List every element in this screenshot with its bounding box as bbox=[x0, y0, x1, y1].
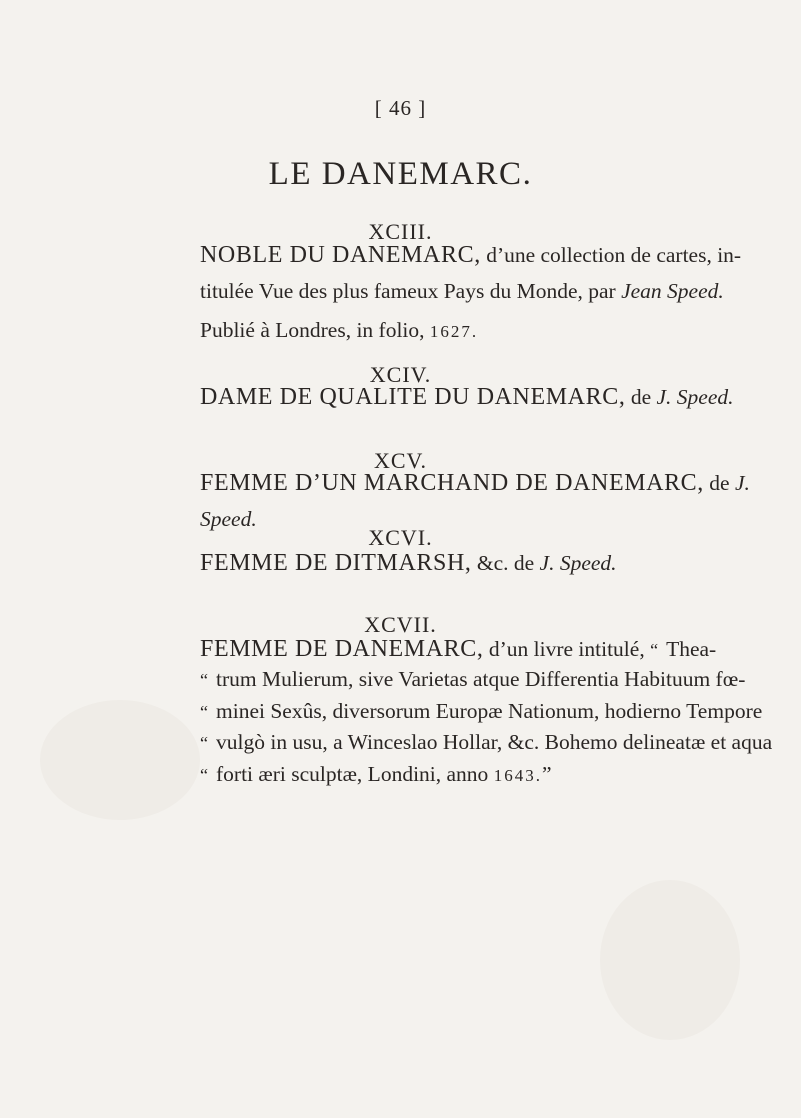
entry-text: Speed. bbox=[200, 507, 257, 531]
entry-line bbox=[200, 243, 741, 267]
entry-text: Jean Speed. bbox=[621, 279, 724, 303]
entry-line bbox=[200, 281, 724, 303]
entry-text: &c. de bbox=[471, 551, 540, 575]
entry-text: “ bbox=[200, 670, 210, 690]
entry-text: ” bbox=[541, 762, 552, 786]
entry-text: J. bbox=[734, 471, 750, 495]
entry-text: vulgò in usu, a Winceslao Hollar, &c. Bohemo delineatæ et aqua bbox=[216, 730, 773, 754]
entry-line bbox=[200, 764, 551, 786]
entry-line bbox=[200, 471, 750, 495]
entry-text: NOBLE DU DANEMARC, bbox=[200, 242, 481, 268]
entry-numeral: XCIV. bbox=[369, 362, 432, 387]
entry-text: trum Mulierum, sive Varietas atque Differentia Habituum fœ- bbox=[216, 667, 746, 691]
entry-text: J. Speed. bbox=[656, 385, 734, 409]
entry-numeral: XCIII. bbox=[368, 219, 433, 244]
entry-line bbox=[200, 701, 762, 723]
entry-text: “ bbox=[200, 733, 210, 753]
entry-line bbox=[200, 669, 745, 691]
entry-text: d’une collection de cartes, in- bbox=[480, 243, 742, 267]
paper-stain bbox=[600, 880, 740, 1040]
page-number: [ 46 ] bbox=[374, 96, 427, 120]
entry-line bbox=[200, 320, 478, 342]
paper-stain bbox=[40, 700, 200, 820]
entry-text: Thea- bbox=[666, 637, 717, 661]
entry-line bbox=[200, 385, 734, 409]
entry-text: titulée Vue des plus fameux Pays du Monde, par bbox=[200, 279, 622, 303]
entry-text: d’un livre intitulé, bbox=[483, 637, 651, 661]
entry-text: 1627. bbox=[429, 322, 479, 341]
entry-text: de bbox=[625, 385, 657, 409]
entry-text: FEMME DE DITMARSH, bbox=[200, 550, 472, 576]
entry-numeral: XCV. bbox=[373, 448, 428, 473]
entry-text: forti æri sculptæ, Londini, anno bbox=[216, 762, 494, 786]
entry-text: FEMME DE DANEMARC, bbox=[200, 636, 484, 662]
entry-line bbox=[200, 637, 716, 661]
entry-text: “ bbox=[650, 640, 661, 660]
entry-text: “ bbox=[200, 765, 210, 785]
entry-text: DAME DE QUALITE DU DANEMARC, bbox=[200, 384, 626, 410]
page-title: LE DANEMARC. bbox=[268, 156, 533, 192]
entry-text: Publié à Londres, in folio, bbox=[200, 318, 430, 342]
entry-numeral: XCVII. bbox=[364, 612, 437, 637]
entry-line bbox=[200, 551, 617, 575]
entry-text: “ bbox=[200, 702, 210, 722]
entry-text: minei Sexûs, diversorum Europæ Nationum, hodierno Tempore bbox=[216, 699, 763, 723]
entry-numeral: XCVI. bbox=[368, 525, 433, 550]
entry-text: de bbox=[703, 471, 735, 495]
entry-text: FEMME D’UN MARCHAND DE DANEMARC, bbox=[200, 470, 704, 496]
entry-line bbox=[200, 732, 772, 754]
entry-text: 1643. bbox=[493, 766, 542, 785]
entry-text: J. Speed. bbox=[539, 551, 617, 575]
